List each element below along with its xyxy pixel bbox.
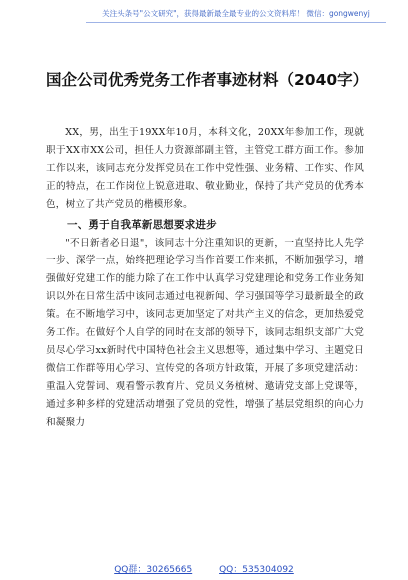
footer-contact <box>0 562 408 575</box>
section-paragraph: "不日新者必日退"，该同志十分注重知识的更新，一直坚持比人先学一步、深学一点，始终把理论学习当作首要工作来抓，不断加强学习，增强做好党建工作的能力除了在工作中认真学习党建理论和党务工作业务知识以外在日常生活中该同志通过电视新闻、学习强国等学习最新最全的政策。在不断地学习中，该同志更加坚定了对共产主义的信念，更加热爱党务工作。在做好个人自学的同时在支部的领导下，该同志组织支部广大党员尽心学习xx新时代中国特色社会主义思想等，通过集中学习、主题党日微信工作群等用心学习、宣传党的各项方针政策，开展了多项党建活动：重温入党誓词、观看警示教育片、党员义务植树、邀请党支部上党课等，通过多种多样的党建活动增强了党员的党性，增强了基层党组织的向心力和凝聚力 <box>46 237 364 428</box>
document-body <box>46 124 364 432</box>
document-title: 国企公司优秀党务工作者事迹材料（2040字） <box>46 71 369 89</box>
qq-link[interactable]: QQ：535304092 <box>219 565 294 575</box>
section-heading: 一、勇于自我革新思想要求进步 <box>67 218 217 231</box>
intro-paragraph: XX，男，出生于19XX年10月，本科文化，20XX年参加工作，现就职于XX市XX公司，担任人力资源部副主管，主管党工群方面工作。参加工作以来，该同志充分发挥党员在工作中党性强、业务精、工作实、作风正的特点，在工作岗位上锐意进取、敬业勤业，保持了共产党员的优秀本色，树立了共产党员的楷模形象。 <box>46 127 364 210</box>
header-banner: 关注头条号"公文研究"，获得最新最全最专业的公文资料库！ 微信：gongwenyj <box>86 8 386 23</box>
qq-group-link[interactable]: QQ群：30265665 <box>114 565 193 575</box>
